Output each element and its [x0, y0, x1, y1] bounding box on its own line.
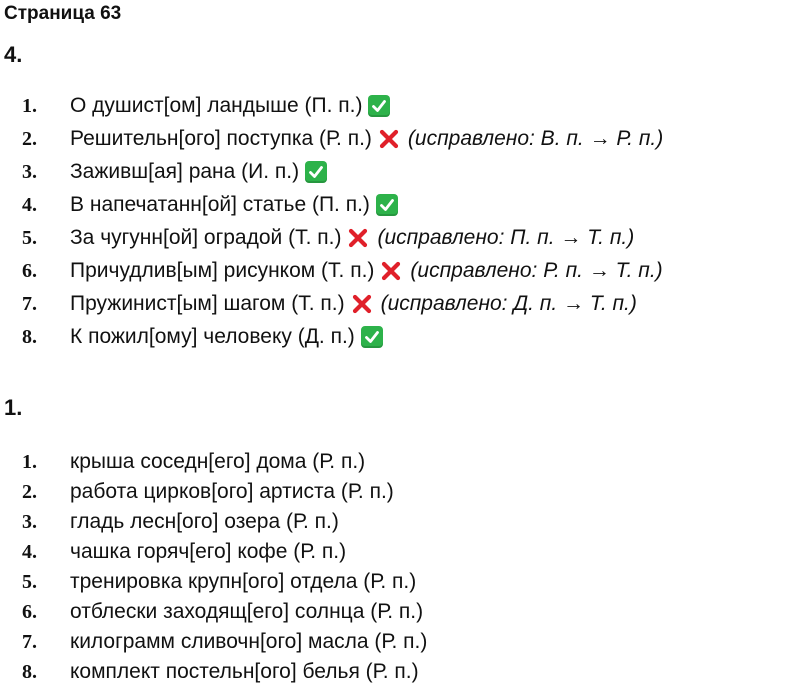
item-text: За чугунн[ой] оградой (Т. п.)	[70, 226, 342, 249]
correction-note: (исправлено: Д. п. → Т. п.)	[380, 292, 637, 315]
section-heading: 4.	[4, 42, 23, 67]
item-text: Решительн[ого] поступка (Р. п.)	[70, 127, 372, 150]
item-text: комплект постельн[ого] белья (Р. п.)	[70, 660, 419, 683]
cross-icon	[378, 128, 400, 150]
cross-icon	[351, 293, 373, 315]
item-text: К пожил[ому] человеку (Д. п.)	[70, 325, 355, 348]
item-number: 3.	[22, 160, 37, 183]
item-text: О душист[ом] ландыше (П. п.)	[70, 94, 363, 117]
check-icon	[368, 95, 390, 117]
item-text: гладь лесн[ого] озера (Р. п.)	[70, 510, 339, 533]
item-number: 8.	[22, 325, 37, 348]
item-number: 5.	[22, 226, 37, 249]
item-number: 5.	[22, 570, 37, 593]
correction-note: (исправлено: В. п. → Р. п.)	[407, 127, 664, 150]
item-text: килограмм сливочн[ого] масла (Р. п.)	[70, 630, 428, 653]
item-number: 1.	[22, 450, 37, 473]
check-icon	[361, 326, 383, 348]
item-number: 4.	[22, 193, 37, 216]
cross-icon	[347, 227, 369, 249]
check-icon	[376, 194, 398, 216]
cross-icon	[380, 260, 402, 282]
item-text: Причудлив[ым] рисунком (Т. п.)	[70, 259, 375, 282]
correction-note: (исправлено: П. п. → Т. п.)	[377, 226, 635, 249]
item-number: 6.	[22, 259, 37, 282]
item-number: 2.	[22, 127, 37, 150]
item-text: тренировка крупн[ого] отдела (Р. п.)	[70, 570, 417, 593]
item-number: 1.	[22, 94, 37, 117]
item-number: 7.	[22, 630, 37, 653]
item-number: 3.	[22, 510, 37, 533]
item-text: отблески заходящ[его] солнца (Р. п.)	[70, 600, 424, 623]
item-number: 2.	[22, 480, 37, 503]
check-icon	[305, 161, 327, 183]
item-text: Заживш[ая] рана (И. п.)	[70, 160, 300, 183]
item-number: 6.	[22, 600, 37, 623]
page-title: Страница 63	[4, 3, 122, 24]
item-text: работа цирков[ого] артиста (Р. п.)	[70, 480, 394, 503]
item-text: В напечатанн[ой] статье (П. п.)	[70, 193, 370, 216]
correction-note: (исправлено: Р. п. → Т. п.)	[410, 259, 663, 282]
item-number: 4.	[22, 540, 37, 563]
item-text: чашка горяч[его] кофе (Р. п.)	[70, 540, 347, 563]
section-heading: 1.	[4, 395, 23, 420]
item-number: 8.	[22, 660, 37, 683]
item-number: 7.	[22, 292, 37, 315]
item-text: Пружинист[ым] шагом (Т. п.)	[70, 292, 345, 315]
item-text: крыша соседн[его] дома (Р. п.)	[70, 450, 366, 473]
